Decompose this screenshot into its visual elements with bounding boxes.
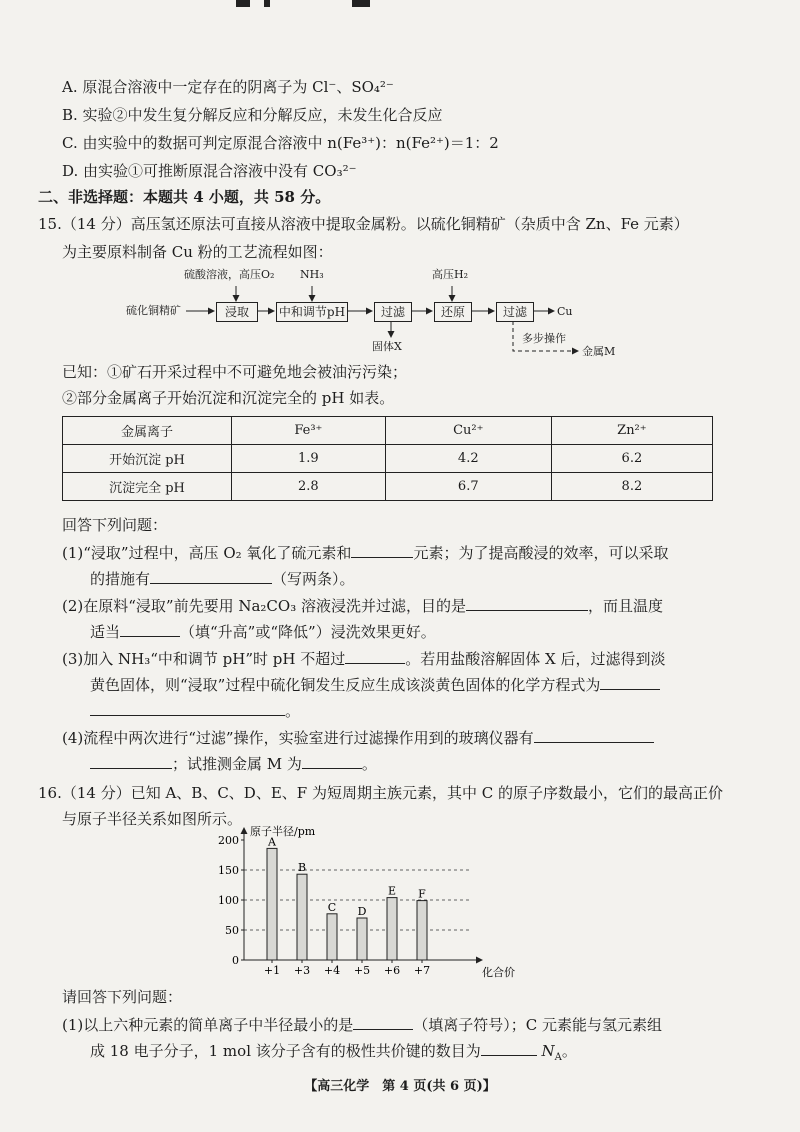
section-title: 二、非选择题：本题共 4 小题，共 58 分。: [38, 188, 331, 206]
y-tick-label: 50: [225, 924, 239, 937]
q15-part2-text-b: ，而且温度: [588, 597, 664, 615]
q16-part1-text-a: (1)以上六种元素的简单离子中半径最小的是: [62, 1016, 354, 1034]
answer-blank[interactable]: [353, 1013, 413, 1030]
q15-part4-text-b: ；试推测金属 M 为: [172, 755, 302, 773]
table-cell: 6.2: [551, 445, 712, 473]
table-row: [63, 445, 713, 473]
x-tick-label: +7: [413, 964, 431, 977]
q15-part4-text-c: 。: [361, 755, 377, 773]
option-b: B. 实验②中发生复分解反应和分解反应，未发生化合反应: [62, 106, 443, 124]
answer-blank[interactable]: [150, 567, 272, 584]
x-tick-label: +5: [353, 964, 371, 977]
bar-label: F: [418, 887, 426, 901]
table-cell: 6.7: [385, 473, 551, 501]
table-cell: 4.2: [385, 445, 551, 473]
answer-blank[interactable]: [120, 620, 180, 637]
q15-part1-text-b: 元素；为了提高酸浸的效率，可以采取: [413, 544, 669, 562]
table-header-cell: Fe³⁺: [232, 417, 386, 445]
flow-step-filter-2: 过滤: [496, 302, 534, 322]
bar-e: [387, 898, 397, 960]
flow-reagent-acid-oxygen: 硫酸溶液，高压O₂: [184, 268, 275, 281]
q15-part2-text-c: 适当: [90, 623, 121, 641]
answer-blank[interactable]: [481, 1039, 537, 1056]
x-tick-label: +4: [323, 964, 341, 977]
bar-label: C: [327, 900, 337, 914]
q15-part3-text-a: (3)加入 NH₃“中和调节 pH”时 pH 不超过: [62, 650, 346, 668]
answer-blank[interactable]: [90, 699, 285, 716]
flow-step-neutralize: 中和调节pH: [276, 302, 348, 322]
q15-known-1: 已知：①矿石开采过程中不可避免地会被油污污染；: [62, 363, 408, 381]
table-cell: 2.8: [232, 473, 386, 501]
bar-b: [297, 874, 307, 960]
y-axis-label: 原子半径/pm: [250, 825, 316, 838]
x-tick-label: +3: [293, 964, 311, 977]
option-c: C. 由实验中的数据可判定原混合溶液中 n(Fe³⁺)：n(Fe²⁺)＝1：2: [62, 134, 499, 152]
y-tick-label: 150: [218, 864, 239, 877]
table-header-cell: Cu²⁺: [385, 417, 551, 445]
flow-reagent-hydrogen: 高压H₂: [432, 268, 469, 281]
table-header-cell: Zn²⁺: [551, 417, 712, 445]
q15-part3-text-b: 。若用盐酸溶解固体 X 后，过滤得到淡: [405, 650, 666, 668]
q15-part3-text-c: 黄色固体，则“浸取”过程中硫化铜发生反应生成该淡黄色固体的化学方程式为: [90, 676, 601, 694]
q15-part1-line1: [62, 541, 668, 564]
q15-part3-text-d: 。: [285, 702, 301, 720]
q15-part2-line2: [90, 620, 436, 643]
avogadro-symbol: N: [541, 1042, 555, 1060]
y-tick-label: 200: [218, 834, 239, 847]
y-tick-label: 0: [232, 954, 239, 967]
answer-blank[interactable]: [466, 594, 588, 611]
q16-part1-text-b: （填离子符号）；C 元素能与氢元素组: [413, 1016, 662, 1034]
q16-intro-line2: 与原子半径关系如图所示。: [62, 810, 243, 828]
flow-metal-m: 金属M: [582, 345, 616, 358]
flow-solid-x: 固体X: [372, 340, 402, 353]
q15-part1-text-d: （写两条）。: [272, 570, 355, 588]
answer-blank[interactable]: [351, 541, 413, 558]
x-axis-label: 化合价: [482, 966, 515, 979]
table-cell: 开始沉淀 pH: [63, 445, 232, 473]
q15-part3-line2: [90, 673, 660, 696]
flow-product-cu: Cu: [557, 305, 573, 318]
answer-blank[interactable]: [534, 726, 654, 743]
q16-part1-line2: [90, 1039, 577, 1062]
bar-label: D: [357, 905, 367, 918]
q16-intro-line1: 16.（14 分）已知 A、B、C、D、E、F 为短周期主族元素，其中 C 的原子序数最小，它们的最高正价: [38, 784, 723, 802]
bar-label: B: [297, 861, 307, 875]
bar-f: [417, 901, 427, 960]
q15-part3-line3: [90, 699, 300, 722]
bar-label: E: [387, 884, 397, 898]
flow-multi-step: 多步操作: [522, 332, 566, 345]
flow-step-reduce: 还原: [434, 302, 472, 322]
q15-part4-line1: [62, 726, 654, 749]
answer-blank[interactable]: [302, 752, 362, 769]
answer-blank[interactable]: [90, 752, 172, 769]
q15-part2-text-a: (2)在原料“浸取”前先要用 Na₂CO₃ 溶液浸洗并过滤，目的是: [62, 597, 466, 615]
q16-part1-text-c: 成 18 电子分子，1 mol 该分子含有的极性共价键的数目为: [90, 1042, 481, 1060]
table-cell: 1.9: [232, 445, 386, 473]
q15-part4-line2: [90, 752, 377, 775]
table-cell: 沉淀完全 pH: [63, 473, 232, 501]
answer-blank[interactable]: [600, 673, 660, 690]
page-footer: 【高三化学 第 4 页(共 6 页)】: [304, 1079, 496, 1094]
avogadro-subscript: A: [554, 1052, 562, 1063]
answer-blank[interactable]: [345, 647, 405, 664]
q15-part3-line1: [62, 647, 665, 670]
q15-part2-line1: [62, 594, 663, 617]
q16-part1-line1: [62, 1013, 662, 1036]
y-tick-label: 100: [218, 894, 239, 907]
scan-mark: [352, 0, 370, 7]
x-tick-label: +1: [263, 964, 281, 977]
flow-start-label: 硫化铜精矿: [126, 304, 181, 317]
q15-part1-text-a: (1)“浸取”过程中，高压 O₂ 氧化了硫元素和: [62, 544, 352, 562]
ph-table: [62, 416, 713, 501]
option-d: D. 由实验①可推断原混合溶液中没有 CO₃²⁻: [62, 162, 357, 180]
bar-d: [357, 918, 367, 960]
radius-valence-chart: [210, 820, 520, 980]
option-a: A. 原混合溶液中一定存在的阴离子为 Cl⁻、SO₄²⁻: [62, 78, 394, 96]
q15-known-2: ②部分金属离子开始沉淀和沉淀完全的 pH 如表。: [62, 389, 395, 407]
flow-step-leach: 浸取: [216, 302, 258, 322]
q15-answer-prompt: 回答下列问题：: [62, 516, 168, 534]
x-tick-label: +6: [383, 964, 401, 977]
table-cell: 8.2: [551, 473, 712, 501]
scan-mark: [236, 0, 250, 7]
table-row: [63, 473, 713, 501]
q16-answer-prompt: 请回答下列问题：: [62, 988, 183, 1006]
bar-label: A: [268, 835, 276, 849]
q15-part1-text-c: 的措施有: [90, 570, 151, 588]
table-header-row: [63, 417, 713, 445]
flow-reagent-ammonia: NH₃: [300, 268, 324, 281]
q15-part1-line2: [90, 567, 355, 590]
flow-step-filter-1: 过滤: [374, 302, 412, 322]
q15-intro-line1: 15.（14 分）高压氢还原法可直接从溶液中提取金属粉。以硫化铜精矿（杂质中含 Zn、Fe 元素）: [38, 215, 689, 233]
table-header-cell: 金属离子: [63, 417, 232, 445]
q15-intro-line2: 为主要原料制备 Cu 粉的工艺流程如图：: [62, 243, 333, 261]
q16-part1-text-f: 。: [561, 1042, 577, 1060]
q15-part4-text-a: (4)流程中两次进行“过滤”操作，实验室进行过滤操作用到的玻璃仪器有: [62, 729, 534, 747]
q15-part2-text-d: （填“升高”或“降低”）浸洗效果更好。: [180, 623, 436, 641]
bar-c: [327, 914, 337, 960]
scan-mark: [264, 0, 270, 7]
bar-a: [267, 848, 277, 960]
